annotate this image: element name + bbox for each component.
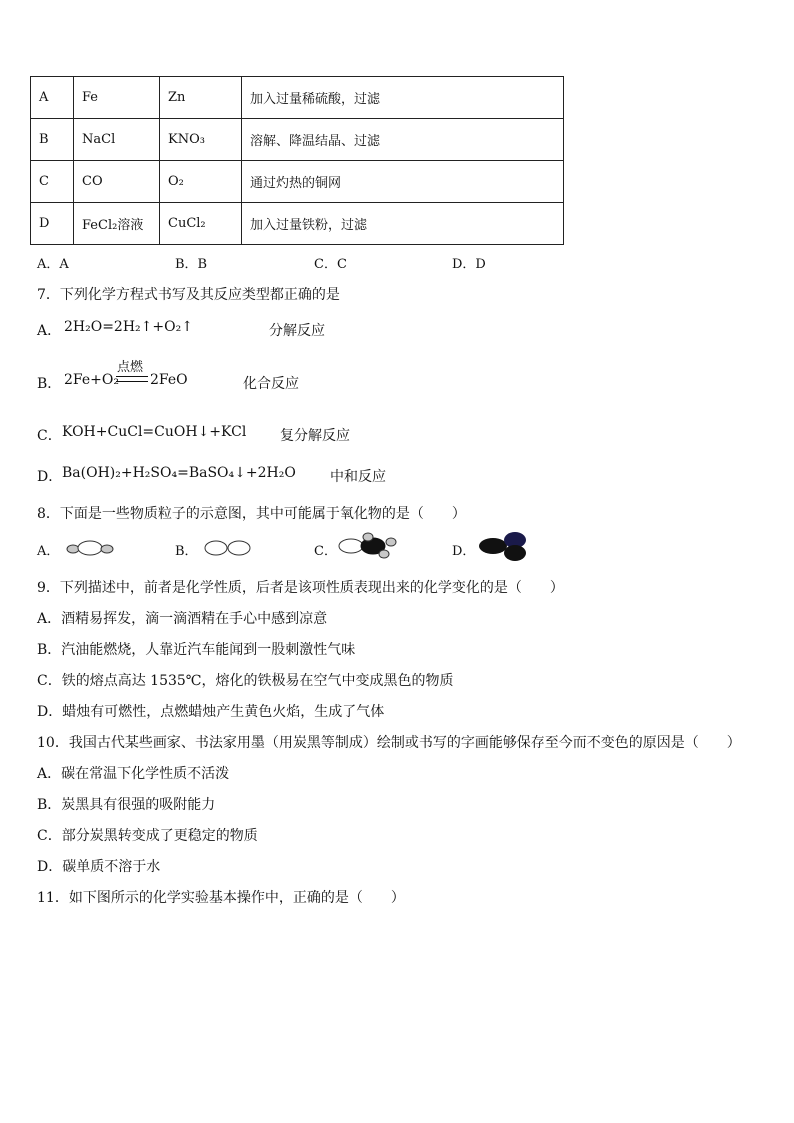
q7-c-type: 复分解反应 [280, 428, 350, 444]
table-cell-option: A [31, 77, 74, 119]
table-cell-substance: Fe [74, 77, 160, 119]
q7-b-equals-sign [116, 376, 148, 382]
q7-b-left: 2Fe+O₂ [64, 372, 119, 388]
q8-stem: 8．下面是一些物质粒子的示意图，其中可能属于氧化物的是（ ） [37, 506, 466, 522]
q7-b-right: 2FeO [150, 372, 188, 388]
impurity-table [30, 76, 564, 245]
table-cell-option: C [31, 161, 74, 203]
table-cell-impurity: CuCl₂ [160, 203, 242, 245]
q8-choice-d: D． [452, 544, 476, 559]
q7-a-equation: 2H₂O=2H₂↑+O₂↑ [64, 319, 193, 335]
q7-b-condition: 点燃 [117, 360, 144, 375]
q7-c-label: C． [37, 428, 62, 444]
table-cell-impurity: Zn [160, 77, 242, 119]
q9-option-c: C．铁的熔点高达 1535℃，熔化的铁极易在空气中变成黑色的物质 [37, 673, 454, 689]
molecule-d-icon [478, 530, 532, 562]
q9-stem: 9．下列描述中，前者是化学性质，后者是该项性质表现出来的化学变化的是（ ） [37, 580, 564, 596]
q7-a-type: 分解反应 [269, 323, 325, 339]
table-row [31, 77, 564, 119]
q8-choice-b: B． [175, 544, 198, 559]
q9-option-b: B．汽油能燃烧，人靠近汽车能闻到一股刺激性气味 [37, 642, 356, 658]
table-cell-impurity: O₂ [160, 161, 242, 203]
q7-a-label: A． [37, 323, 62, 339]
molecule-a-icon [64, 539, 116, 557]
table-row [31, 161, 564, 203]
q7-d-label: D． [37, 469, 63, 485]
table-cell-method: 加入过量铁粉，过滤 [242, 203, 564, 245]
q9-option-d: D．蜡烛有可燃性，点燃蜡烛产生黄色火焰，生成了气体 [37, 704, 385, 720]
table-cell-method: 加入过量稀硫酸，过滤 [242, 77, 564, 119]
q7-b-type: 化合反应 [243, 376, 299, 392]
q8-choice-c: C． [314, 544, 337, 559]
table-cell-option: D [31, 203, 74, 245]
q10-stem: 10．我国古代某些画家、书法家用墨（用炭黑等制成）绘制或书写的字画能够保存至今而不变色的原因是（ ） [37, 735, 741, 751]
table-row [31, 203, 564, 245]
q10-option-c: C．部分炭黑转变成了更稳定的物质 [37, 828, 258, 844]
table-cell-substance: NaCl [74, 119, 160, 161]
q10-option-a: A．碳在常温下化学性质不活泼 [37, 766, 230, 782]
molecule-b-icon [203, 539, 255, 557]
table-cell-method: 溶解、降温结晶、过滤 [242, 119, 564, 161]
table-cell-option: B [31, 119, 74, 161]
q11-stem: 11．如下图所示的化学实验基本操作中，正确的是（ ） [37, 890, 405, 906]
q10-option-d: D．碳单质不溶于水 [37, 859, 161, 875]
q7-b-label: B． [37, 376, 62, 392]
q10-option-b: B．炭黑具有很强的吸附能力 [37, 797, 216, 813]
q7-d-type: 中和反应 [330, 469, 386, 485]
q7-d-equation: Ba(OH)₂+H₂SO₄=BaSO₄↓+2H₂O [62, 465, 296, 481]
q6-choice-b: B．B [175, 257, 208, 272]
q7-stem: 7．下列化学方程式书写及其反应类型都正确的是 [37, 287, 340, 303]
q6-choice-d: D．D [452, 257, 486, 272]
q6-choice-c: C．C [314, 257, 347, 272]
table-cell-substance: FeCl₂溶液 [74, 203, 160, 245]
table-cell-substance: CO [74, 161, 160, 203]
table-row [31, 119, 564, 161]
q9-option-a: A．酒精易挥发，滴一滴酒精在手心中感到凉意 [37, 611, 328, 627]
table-cell-impurity: KNO₃ [160, 119, 242, 161]
molecule-c-icon [338, 532, 402, 560]
q6-choice-a: A．A [37, 257, 69, 272]
q8-choice-a: A． [37, 544, 60, 559]
table-cell-method: 通过灼热的铜网 [242, 161, 564, 203]
q7-c-equation: KOH+CuCl=CuOH↓+KCl [62, 424, 247, 440]
